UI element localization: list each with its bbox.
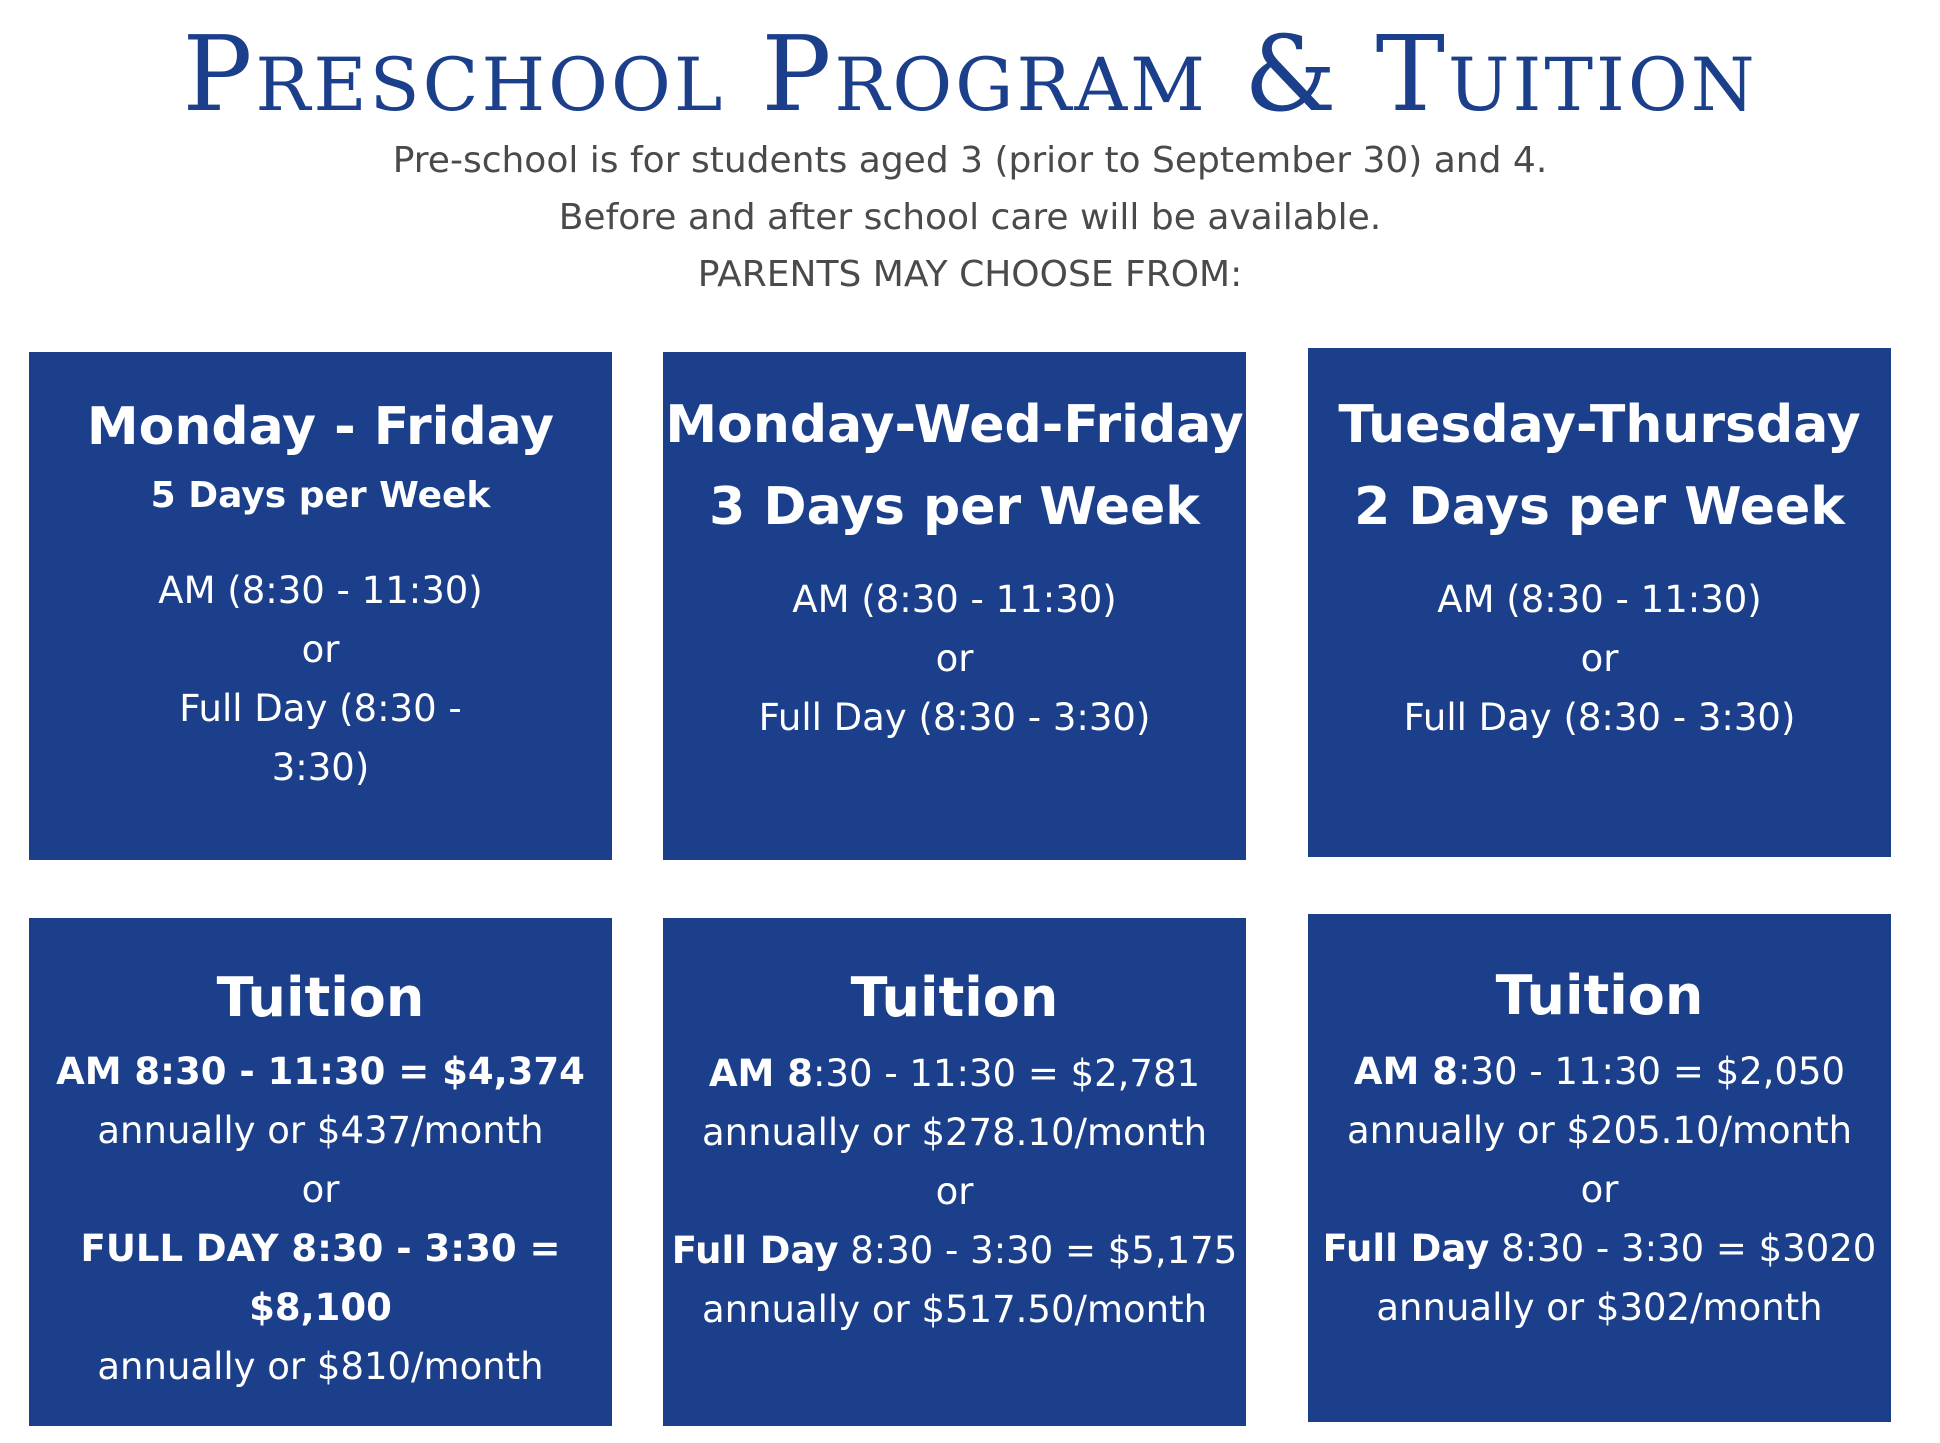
- tuition-card-mon-fri: [29, 918, 612, 1426]
- page-title: Preschool Program & Tuition: [182, 13, 1758, 135]
- intro-line-choose: PARENTS MAY CHOOSE FROM:: [697, 254, 1243, 295]
- schedule-or: or: [935, 637, 974, 680]
- schedule-title: Monday-Wed-Friday: [665, 395, 1244, 455]
- tuition-am-price: AM 8:30 - 11:30 = $4,374: [56, 1050, 585, 1093]
- schedule-full-day: Full Day (8:30 - 3:30): [1403, 696, 1796, 739]
- intro-text: [0, 132, 1940, 303]
- schedule-days: 3 Days per Week: [709, 477, 1200, 537]
- tuition-or: or: [935, 1170, 974, 1213]
- schedule-am: AM (8:30 - 11:30): [792, 578, 1117, 621]
- tuition-am-annual: annually or $437/month: [97, 1109, 544, 1152]
- tuition-title: Tuition: [216, 966, 425, 1029]
- tuition-title: Tuition: [850, 966, 1059, 1029]
- tuition-full-annual: annually or $302/month: [1376, 1286, 1823, 1329]
- tuition-card-mon-wed-fri: [663, 918, 1246, 1426]
- schedule-or: or: [1580, 637, 1619, 680]
- tuition-title: Tuition: [1495, 964, 1704, 1027]
- schedule-am: AM (8:30 - 11:30): [158, 569, 483, 612]
- schedule-full-day-end: 3:30): [271, 746, 370, 789]
- tuition-full-label: FULL DAY 8:30 - 3:30 =: [80, 1227, 561, 1270]
- schedule-days: 5 Days per Week: [150, 475, 491, 516]
- schedule-title: Tuesday-Thursday: [1338, 395, 1861, 455]
- tuition-full-price: $8,100: [249, 1286, 392, 1329]
- tuition-full-annual: annually or $810/month: [97, 1345, 544, 1388]
- schedule-card-tue-thu: [1308, 348, 1891, 857]
- schedule-am: AM (8:30 - 11:30): [1437, 578, 1762, 621]
- tuition-or: or: [301, 1168, 340, 1211]
- schedule-full-day: Full Day (8:30 - 3:30): [758, 696, 1151, 739]
- schedule-full-day: Full Day (8:30 -: [179, 687, 462, 730]
- tuition-full-price: Full Day 8:30 - 3:30 = $5,175: [671, 1229, 1238, 1272]
- tuition-or: or: [1580, 1168, 1619, 1211]
- tuition-am-price: AM 8:30 - 11:30 = $2,781: [708, 1052, 1201, 1095]
- schedule-days: 2 Days per Week: [1354, 477, 1845, 537]
- tuition-am-price: AM 8:30 - 11:30 = $2,050: [1353, 1050, 1846, 1093]
- schedule-or: or: [301, 628, 340, 671]
- intro-line-age: Pre-school is for students aged 3 (prior to September 30) and 4.: [392, 140, 1548, 181]
- tuition-am-annual: annually or $205.10/month: [1346, 1109, 1853, 1152]
- tuition-am-annual: annually or $278.10/month: [701, 1111, 1208, 1154]
- intro-line-care: Before and after school care will be available.: [558, 197, 1382, 238]
- schedule-card-mon-fri: [29, 352, 612, 860]
- schedule-card-mon-wed-fri: [663, 352, 1246, 860]
- schedule-title: Monday - Friday: [86, 397, 555, 457]
- tuition-card-tue-thu: [1308, 914, 1891, 1422]
- tuition-full-annual: annually or $517.50/month: [701, 1288, 1208, 1331]
- tuition-full-price: Full Day 8:30 - 3:30 = $3020: [1322, 1227, 1877, 1270]
